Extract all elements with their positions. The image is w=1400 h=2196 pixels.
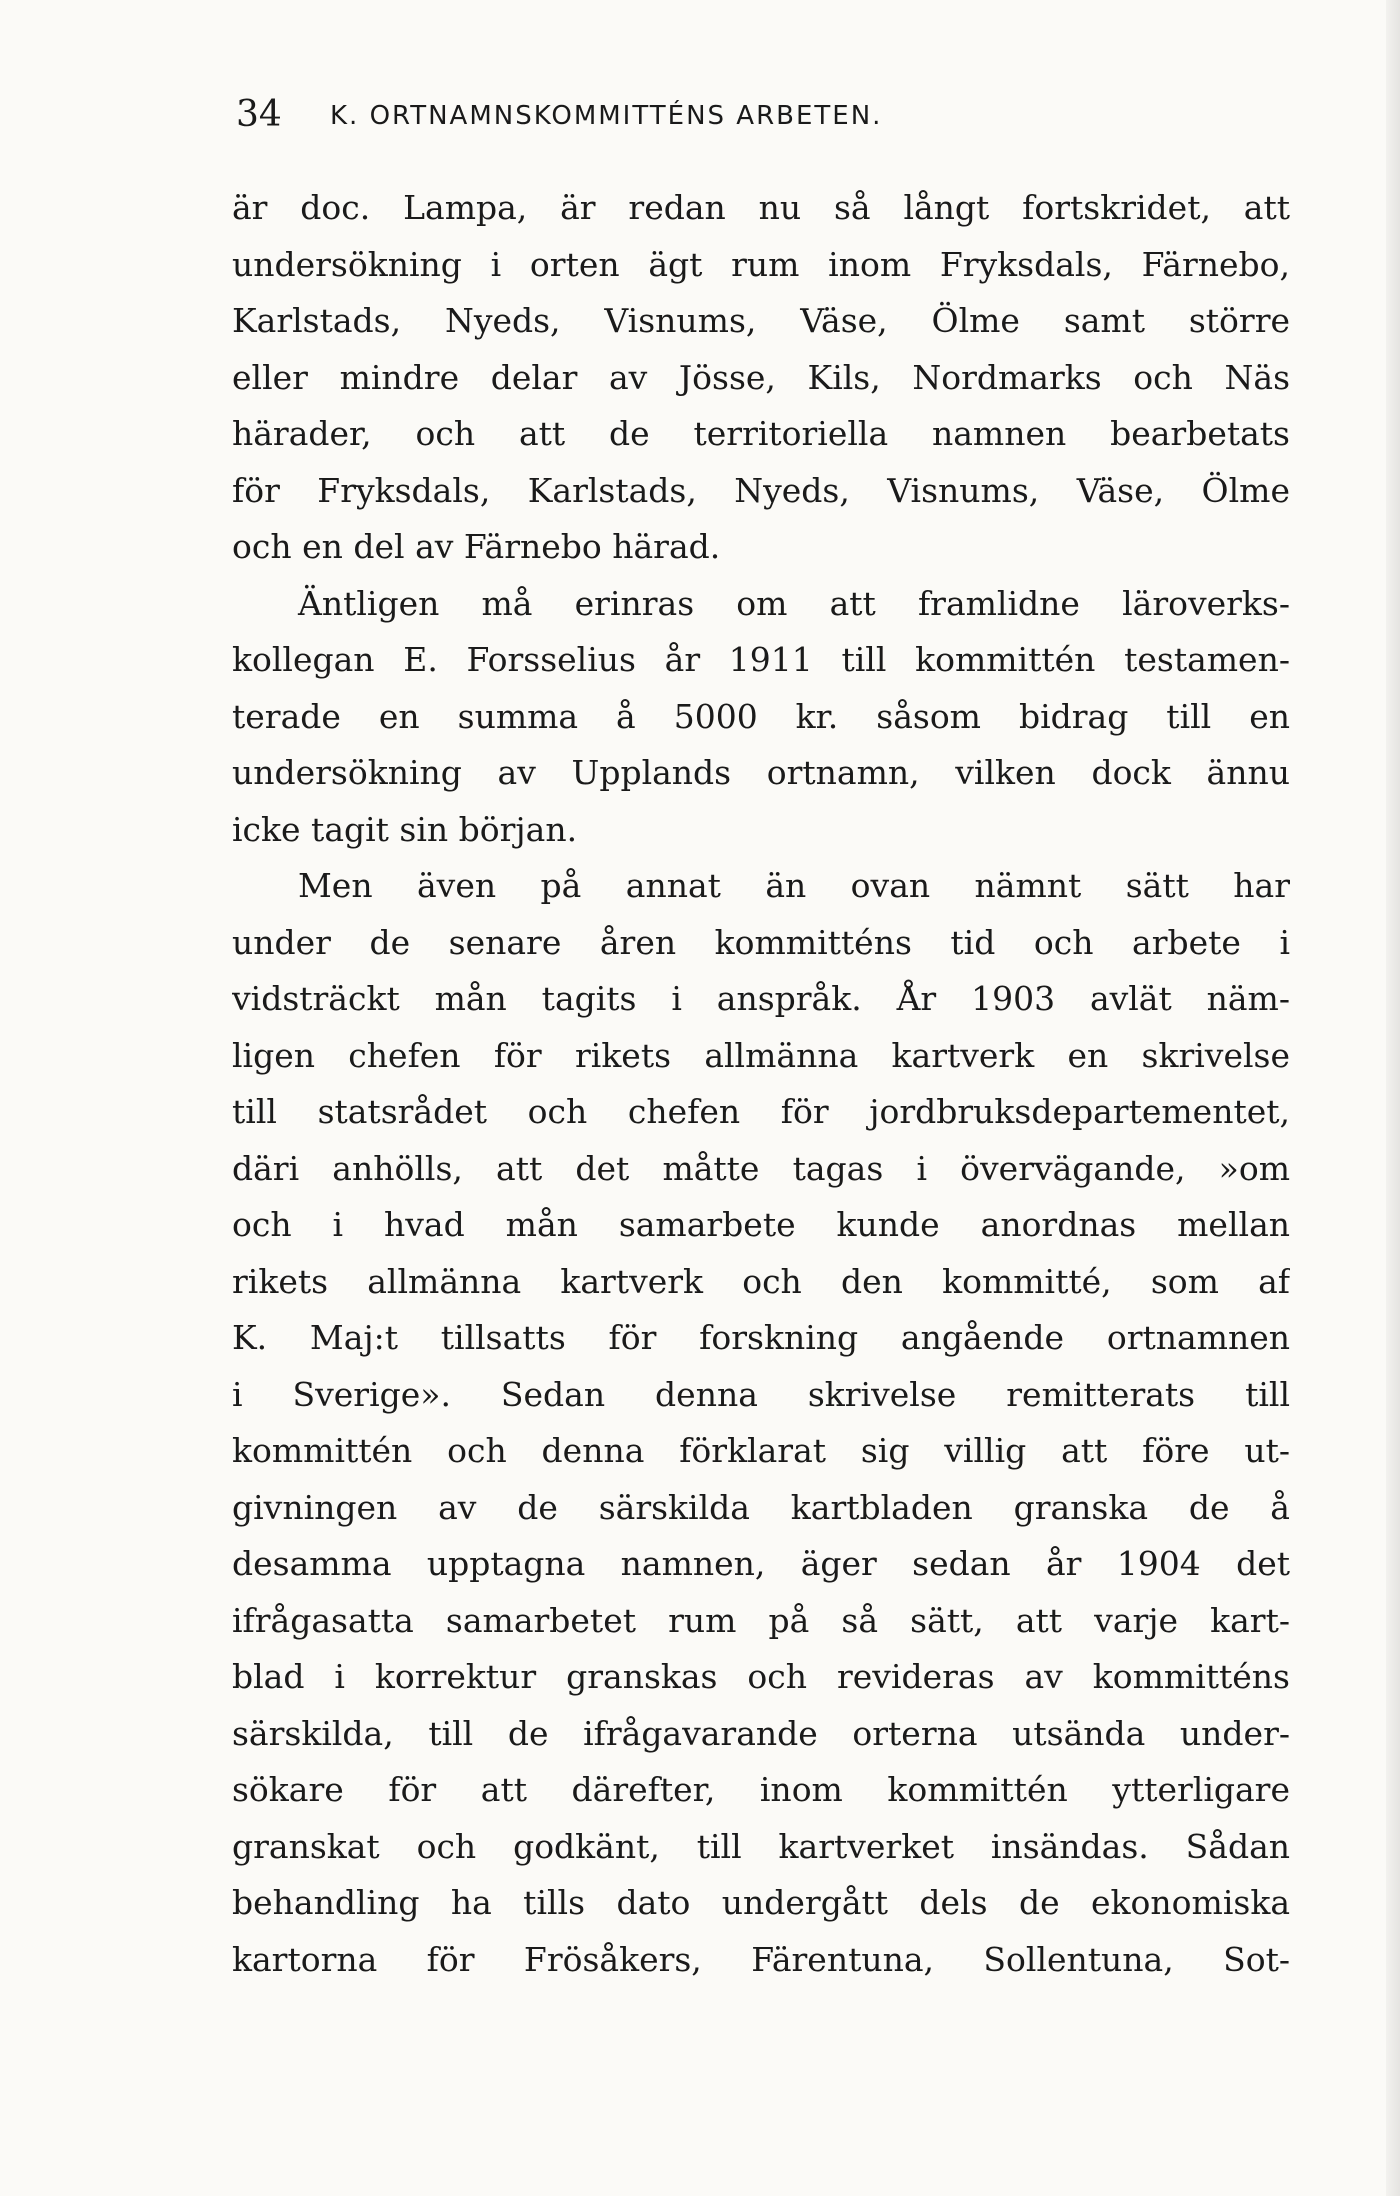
text-line: däri anhölls, att det måtte tagas i övervägande, »om <box>232 1148 1290 1188</box>
text-line: givningen av de särskilda kartbladen granska de å <box>232 1487 1290 1527</box>
text-line: undersökning av Upplands ortnamn, vilken dock ännu <box>232 753 1290 792</box>
running-head: K. ORTNAMNSKOMMITTÉNS ARBETEN. <box>330 101 883 131</box>
text-line: kartorna för Frösåkers, Färentuna, Sollentuna, Sot- <box>232 1939 1290 1979</box>
page-number: 34 <box>236 94 282 135</box>
text-line: Karlstads, Nyeds, Visnums, Väse, Ölme samt större <box>232 301 1290 340</box>
text-line: blad i korrektur granskas och revideras av kommitténs <box>232 1657 1290 1696</box>
text-line: för Fryksdals, Karlstads, Nyeds, Visnums, Väse, Ölme <box>232 470 1290 510</box>
text-line: K. Maj:t tillsatts för forskning angående ortnamnen <box>232 1318 1290 1357</box>
text-line: sökare för att därefter, inom kommittén ytterligare <box>232 1770 1290 1809</box>
text-line: i Sverige». Sedan denna skrivelse remitterats till <box>232 1374 1290 1414</box>
text-line: rikets allmänna kartverk och den kommitté, som af <box>232 1261 1290 1301</box>
text-line: vidsträckt mån tagits i anspråk. År 1903 avlät näm- <box>232 979 1290 1018</box>
text-line: och i hvad mån samarbete kunde anordnas mellan <box>232 1205 1290 1244</box>
text-line: undersökning i orten ägt rum inom Fryksdals, Färnebo, <box>232 244 1290 284</box>
body-text <box>232 180 1290 1988</box>
text-line: eller mindre delar av Jösse, Kils, Nordmarks och Näs <box>232 357 1290 397</box>
text-line: under de senare åren kommitténs tid och arbete i <box>232 922 1290 962</box>
text-line: är doc. Lampa, är redan nu så långt fortskridet, att <box>232 188 1290 227</box>
page-edge <box>1386 0 1400 2196</box>
text-line: Äntligen må erinras om att framlidne läroverks- <box>298 583 1290 623</box>
text-line: särskilda, till de ifrågavarande orterna utsända under- <box>232 1713 1290 1753</box>
text-line: behandling ha tills dato undergått dels de ekonomiska <box>232 1883 1290 1922</box>
page-header <box>236 90 1176 140</box>
text-line: Men även på annat än ovan nämnt sätt har <box>298 866 1290 905</box>
text-line: ligen chefen för rikets allmänna kartverk en skrivelse <box>232 1035 1290 1075</box>
text-line: och en del av Färnebo härad. <box>232 527 721 566</box>
text-line: kollegan E. Forsselius år 1911 till kommittén testamen- <box>232 640 1290 679</box>
text-line: till statsrådet och chefen för jordbruksdepartementet, <box>232 1092 1290 1131</box>
text-line: granskat och godkänt, till kartverket insändas. Sådan <box>232 1826 1290 1866</box>
text-line: härader, och att de territoriella namnen bearbetats <box>232 414 1290 453</box>
text-line: terade en summa å 5000 kr. såsom bidrag till en <box>232 696 1290 736</box>
text-line: icke tagit sin början. <box>232 809 578 849</box>
text-line: desamma upptagna namnen, äger sedan år 1904 det <box>232 1544 1290 1583</box>
text-line: ifrågasatta samarbetet rum på så sätt, att varje kart- <box>232 1600 1290 1640</box>
text-line: kommittén och denna förklarat sig villig att före ut- <box>232 1431 1290 1470</box>
